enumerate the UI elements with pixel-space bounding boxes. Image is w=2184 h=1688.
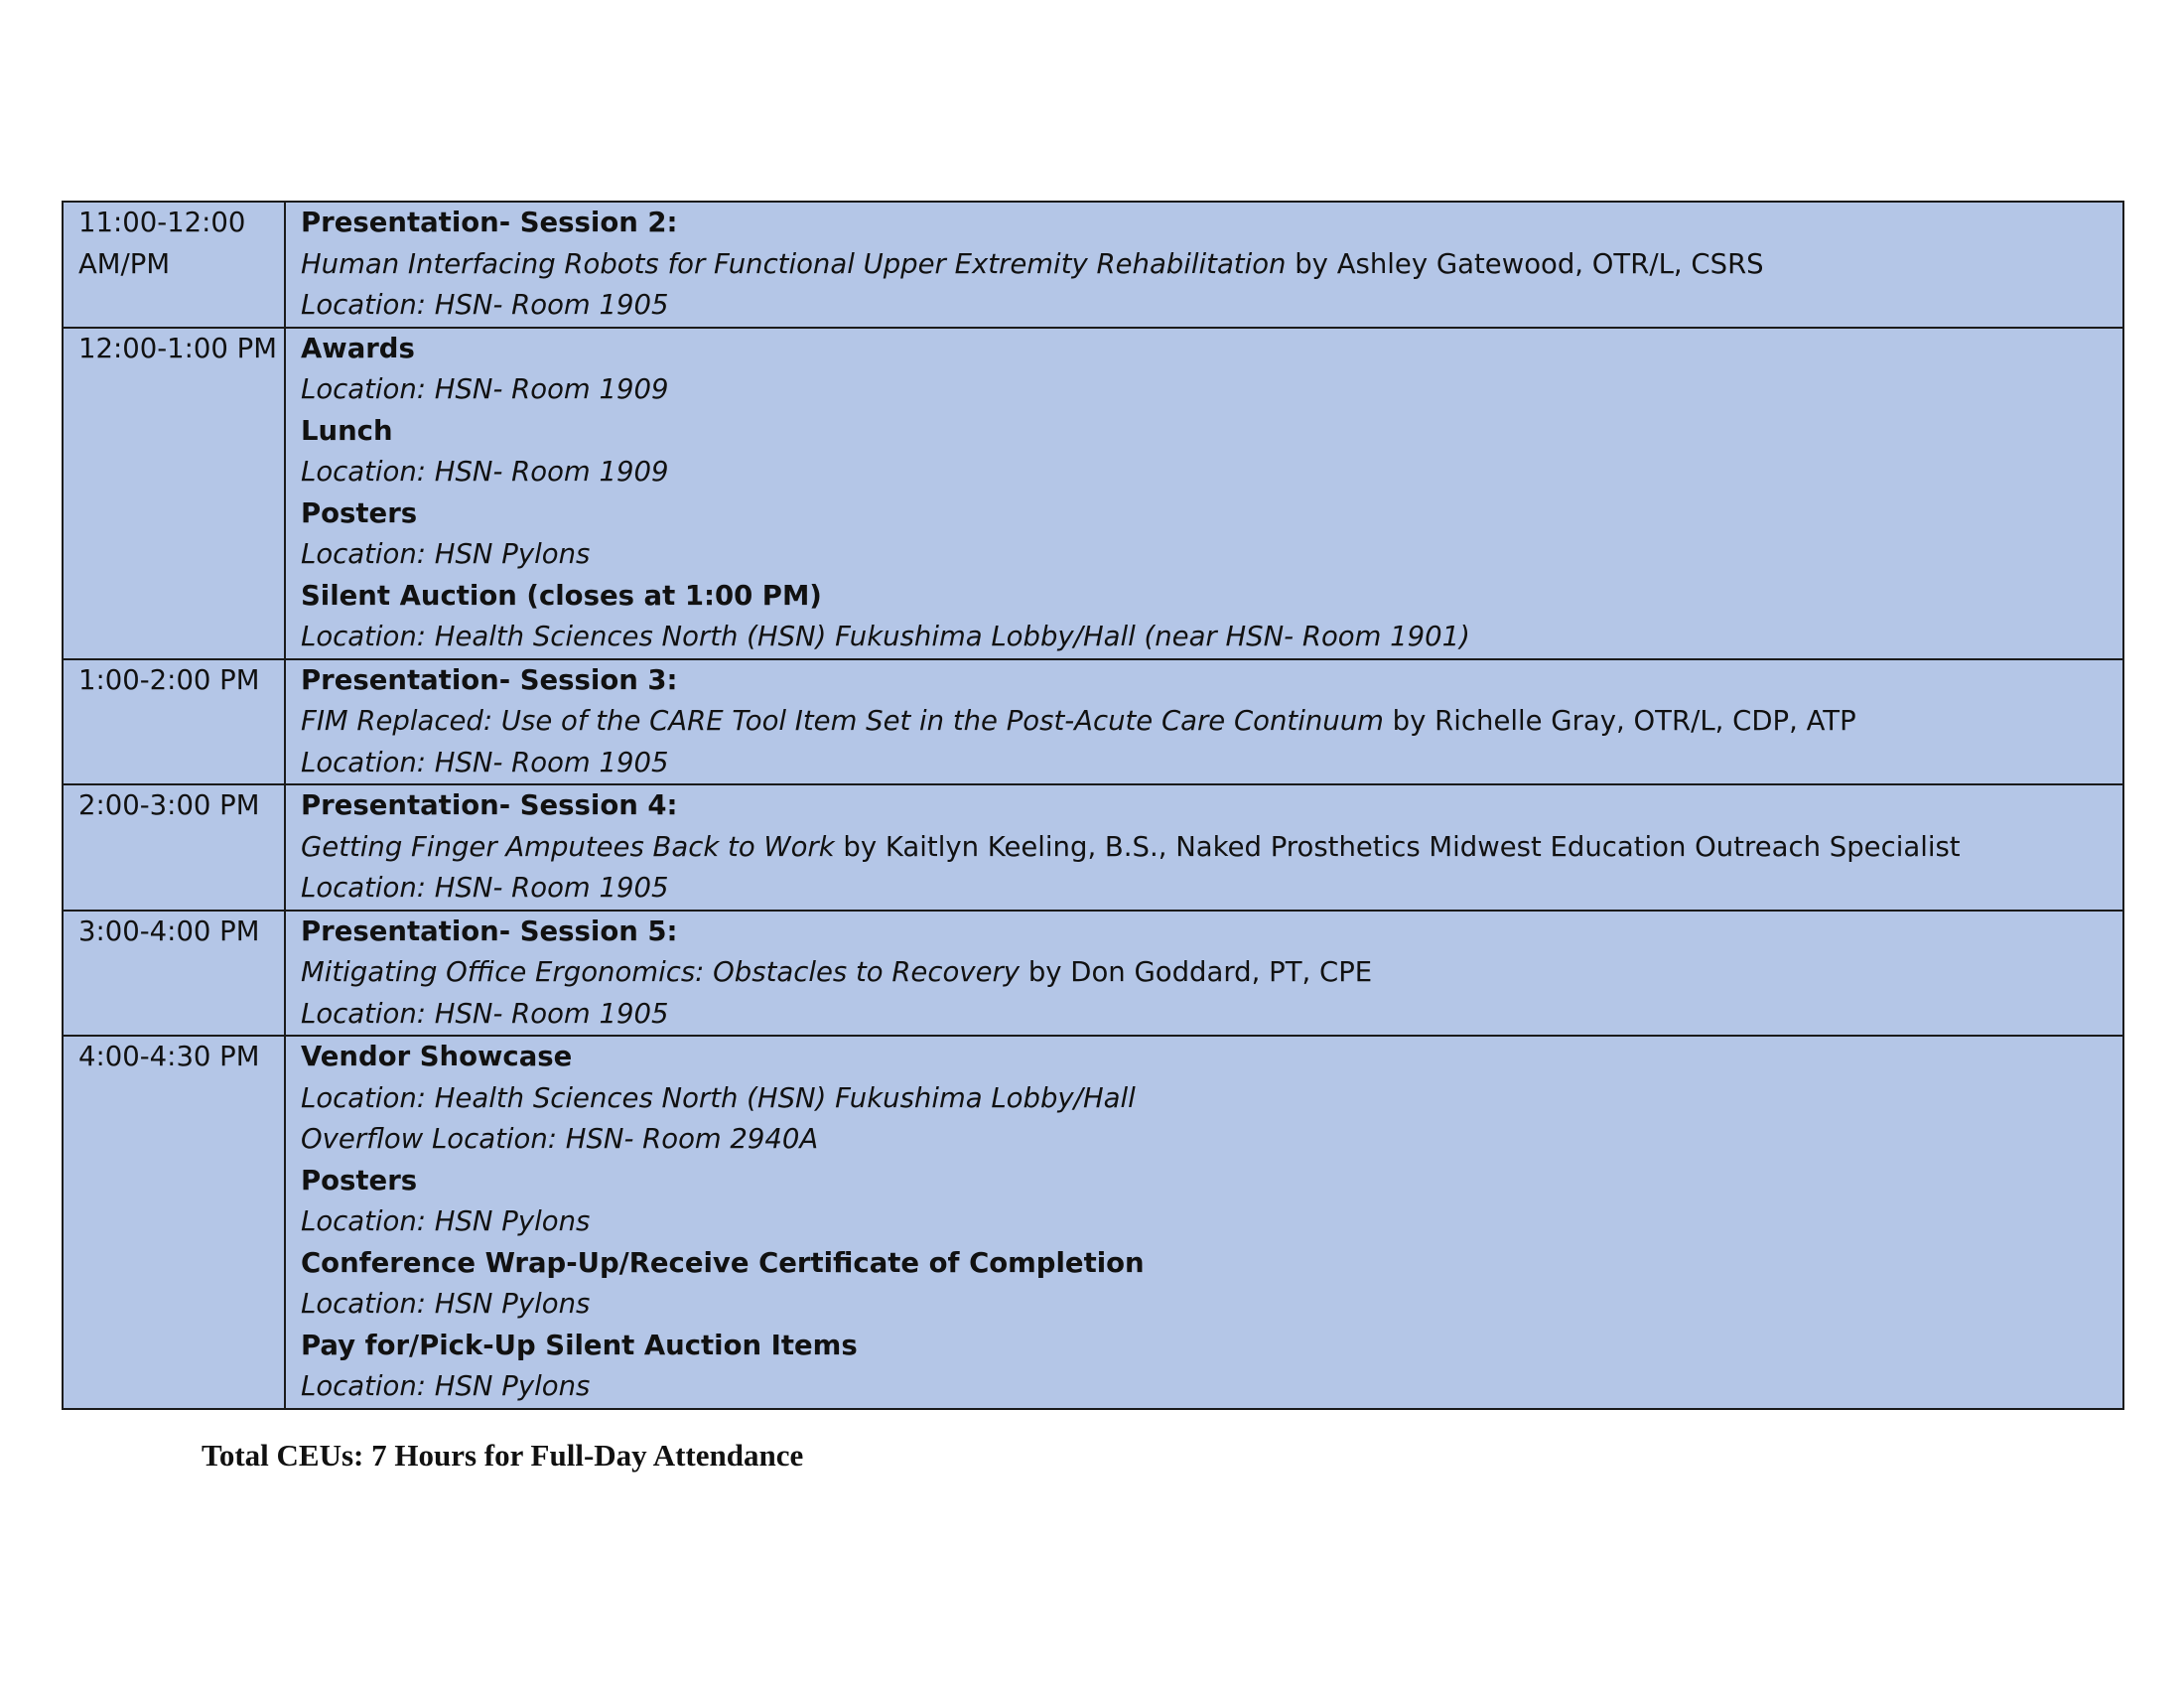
event-location: Location: HSN- Room 1905: [301, 872, 669, 904]
time-text: AM/PM: [78, 247, 171, 280]
schedule-row-session-4: [63, 784, 2123, 911]
event-location: Location: HSN Pylons: [301, 1288, 591, 1320]
event-location: Location: Health Sciences North (HSN) Fukushima Lobby/Hall: [301, 1081, 1136, 1114]
event-heading: Silent Auction (closes at 1:00 PM): [301, 579, 822, 612]
presenter-text: by Richelle Gray, OTR/L, CDP, ATP: [1383, 705, 1856, 737]
event-location: Location: Health Sciences North (HSN) Fukushima Lobby/Hall (near HSN- Room 1901): [301, 621, 1470, 652]
time-text: 3:00-4:00 PM: [78, 914, 260, 947]
event-heading: Presentation- Session 2:: [301, 207, 678, 238]
time-cell: [63, 911, 285, 1037]
event-heading: Vendor Showcase: [301, 1041, 573, 1072]
time-cell: [63, 784, 285, 911]
total-ceus-note: Total CEUs: 7 Hours for Full-Day Attendance: [202, 1438, 804, 1473]
presenter-text: by Don Goddard, PT, CPE: [1020, 956, 1373, 988]
event-location: Location: HSN Pylons: [301, 538, 591, 570]
presenter-text: by Kaitlyn Keeling, B.S., Naked Prosthetics Midwest Education Outreach Specialist: [834, 830, 1961, 863]
presentation-title: FIM Replaced: Use of the CARE Tool Item Set in the Post-Acute Care Continuum: [301, 705, 1384, 737]
event-overflow-location: Overflow Location: HSN- Room 2940A: [301, 1123, 819, 1155]
event-location: Location: HSN- Room 1905: [301, 997, 669, 1030]
event-location: Location: HSN- Room 1909: [301, 456, 669, 488]
schedule-row-session-2: [63, 202, 2123, 328]
event-heading: Lunch: [301, 414, 393, 447]
event-heading: Pay for/Pick-Up Silent Auction Items: [301, 1329, 858, 1361]
presenter-text: by Ashley Gatewood, OTR/L, CSRS: [1286, 247, 1764, 280]
time-text: 4:00-4:30 PM: [78, 1041, 260, 1072]
time-text: 2:00-3:00 PM: [78, 789, 260, 821]
presentation-title: Mitigating Office Ergonomics: Obstacles to Recovery: [301, 956, 1021, 988]
event-cell: [285, 1036, 2123, 1409]
event-heading: Presentation- Session 5:: [301, 914, 678, 947]
event-heading: Presentation- Session 4:: [301, 789, 678, 821]
event-cell: [285, 328, 2123, 659]
time-text: 12:00-1:00 PM: [78, 332, 277, 364]
schedule-row-awards-lunch: [63, 328, 2123, 659]
presentation-title: Human Interfacing Robots for Functional Upper Extremity Rehabilitation: [301, 247, 1287, 280]
presentation-title: Getting Finger Amputees Back to Work: [301, 830, 835, 863]
time-cell: [63, 328, 285, 659]
event-location: Location: HSN- Room 1905: [301, 289, 669, 321]
event-heading: Posters: [301, 1164, 418, 1196]
event-heading: Presentation- Session 3:: [301, 663, 678, 696]
time-cell: [63, 1036, 285, 1409]
schedule-row-session-5: [63, 911, 2123, 1037]
schedule-table: [62, 201, 2124, 1410]
event-location: Location: HSN- Room 1909: [301, 373, 669, 405]
event-location: Location: HSN- Room 1905: [301, 746, 669, 778]
event-heading: Posters: [301, 496, 418, 529]
event-cell: [285, 911, 2123, 1037]
schedule-row-vendor-wrapup: [63, 1036, 2123, 1409]
event-cell: [285, 202, 2123, 328]
schedule-row-session-3: [63, 659, 2123, 785]
event-heading: Awards: [301, 332, 415, 364]
event-heading: Conference Wrap-Up/Receive Certificate of Completion: [301, 1246, 1145, 1279]
time-text: 1:00-2:00 PM: [78, 663, 260, 696]
time-cell: [63, 202, 285, 328]
time-cell: [63, 659, 285, 785]
event-cell: [285, 659, 2123, 785]
event-cell: [285, 784, 2123, 911]
time-text: 11:00-12:00: [78, 207, 246, 238]
event-location: Location: HSN Pylons: [301, 1205, 591, 1237]
event-location: Location: HSN Pylons: [301, 1370, 591, 1402]
